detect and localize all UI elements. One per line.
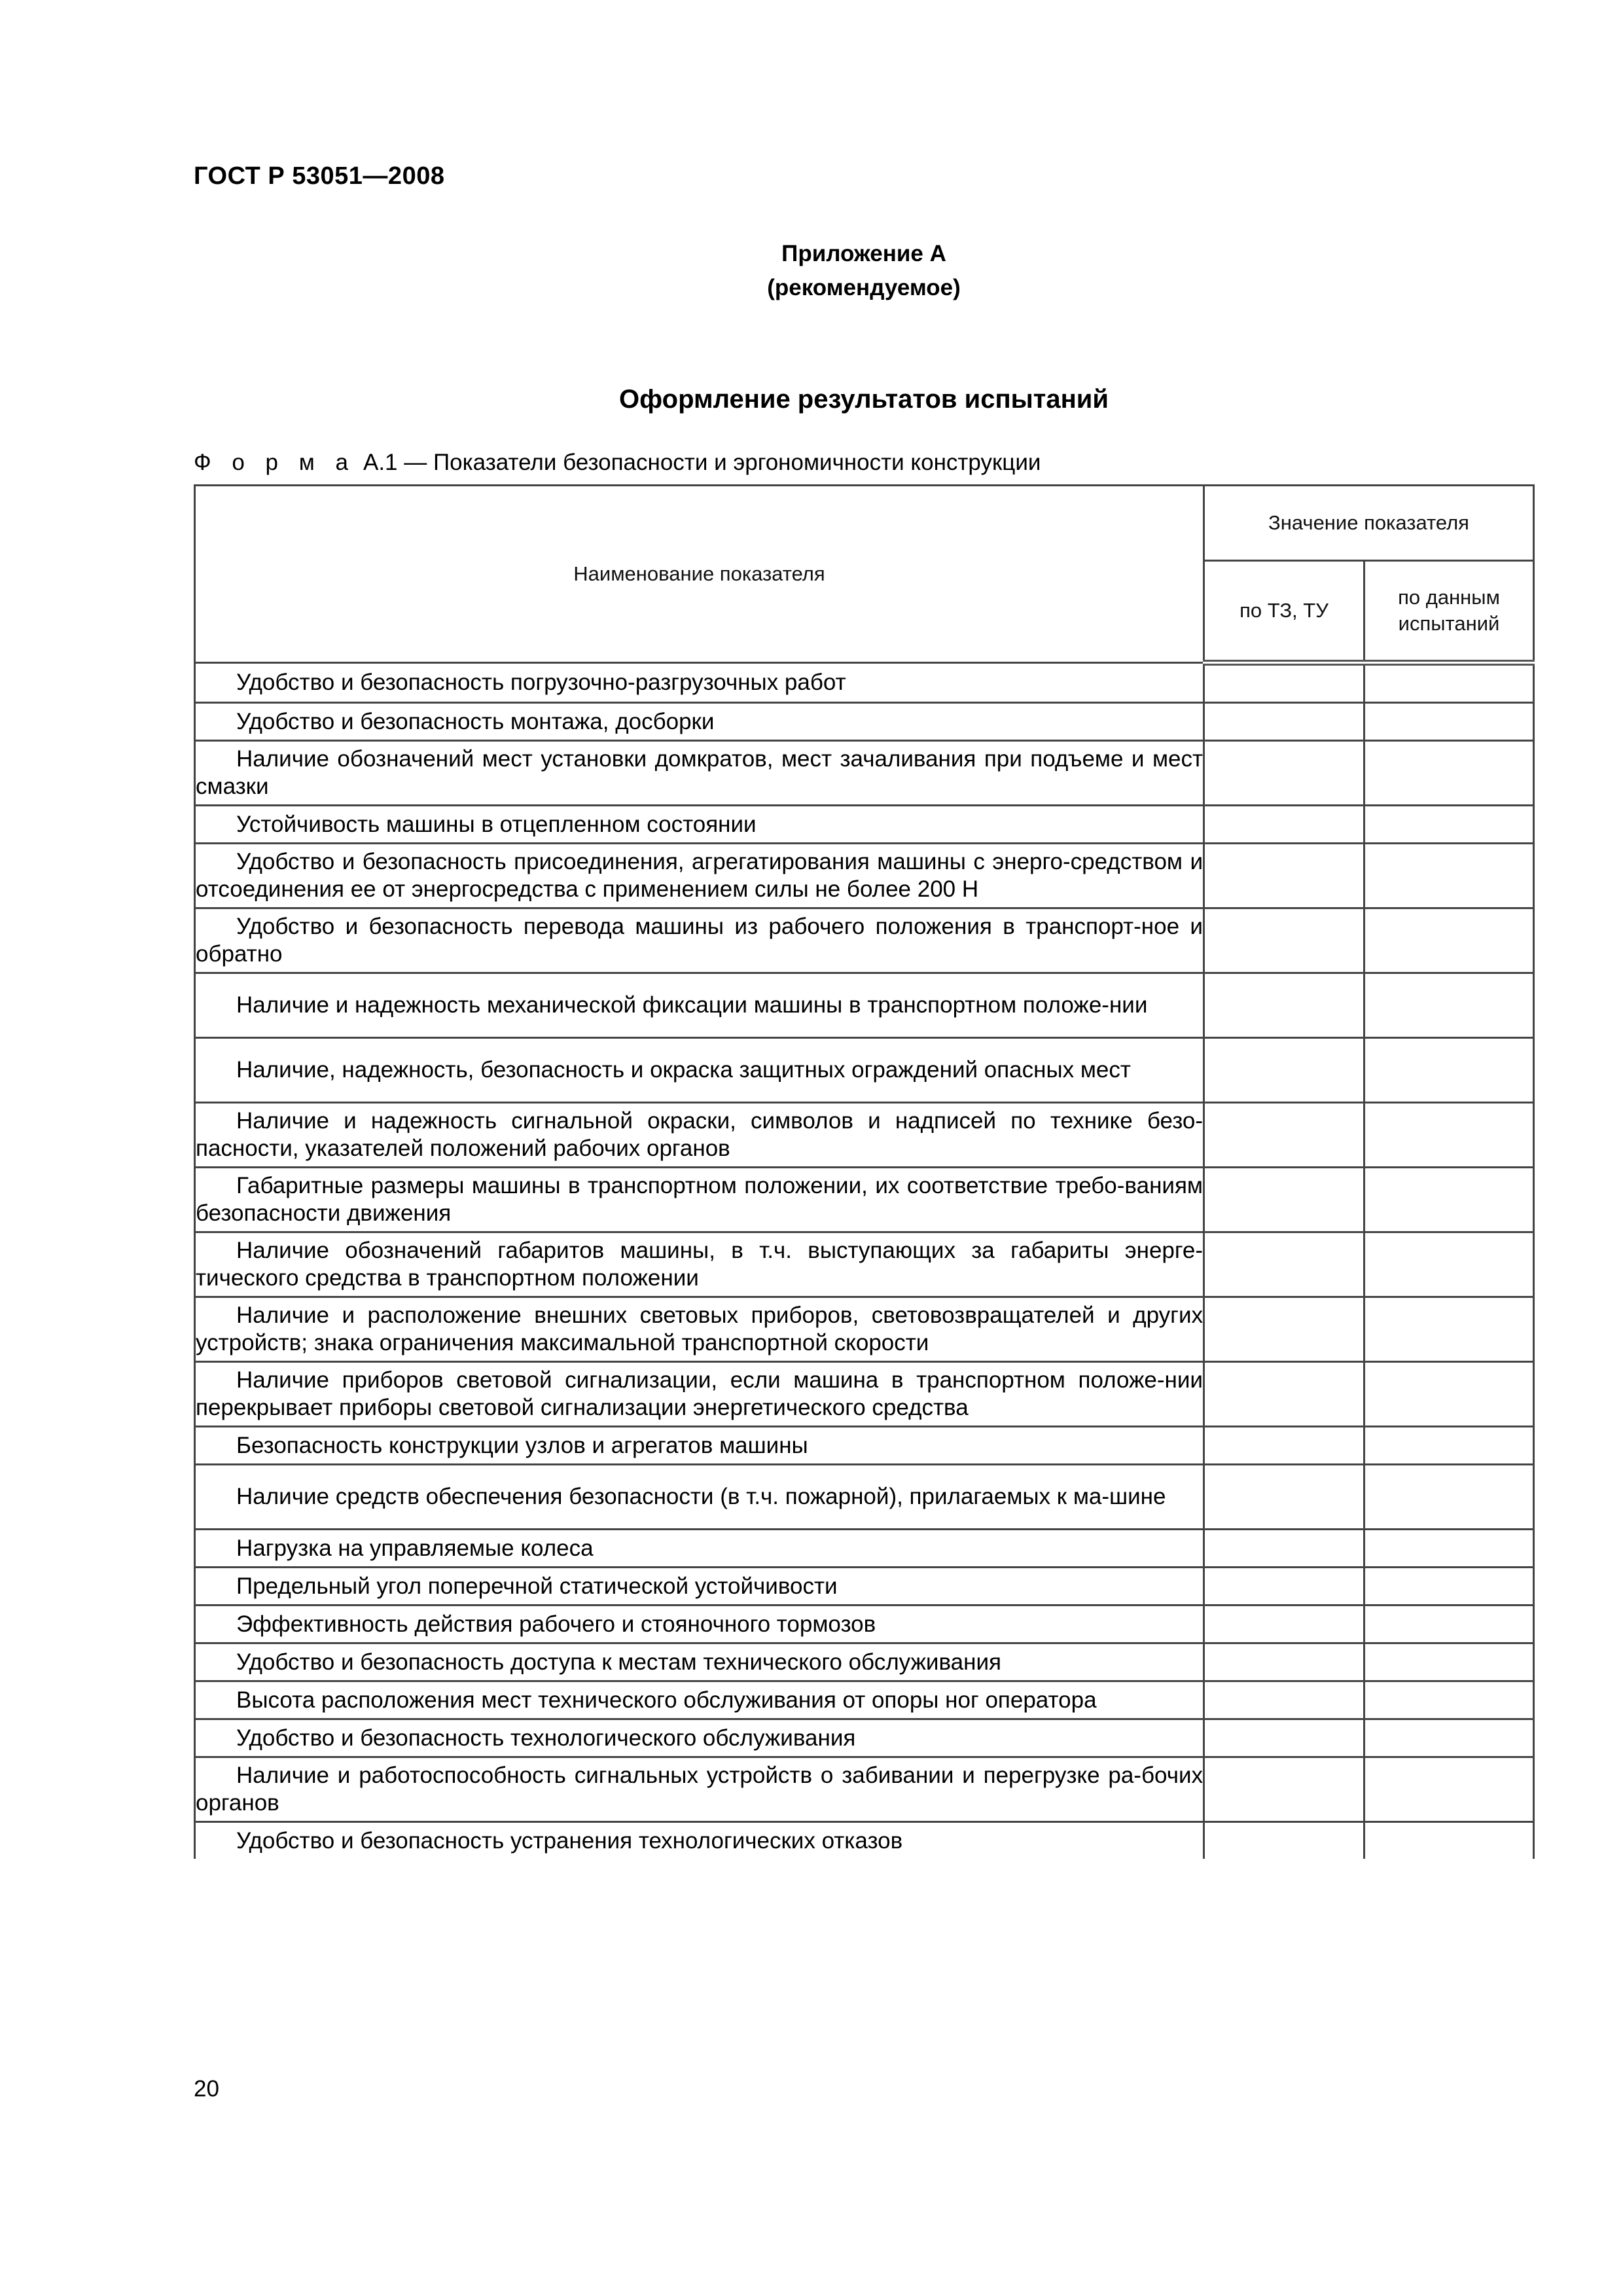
spec-value-cell	[1204, 663, 1364, 703]
spec-value-cell	[1204, 1362, 1364, 1427]
test-value-cell	[1364, 1822, 1534, 1859]
spec-value-cell	[1204, 1038, 1364, 1103]
spec-value-cell	[1204, 1297, 1364, 1362]
indicator-name-cell: Наличие и расположение внешних световых приборов, световозвращателей и других устройств; знака ограничения максимальной транспортной скорости	[195, 1297, 1204, 1362]
indicator-name-cell: Наличие приборов световой сигнализации, если машина в транспортном положе-нии перекрывает приборы световой сигнализации энергетического средства	[195, 1362, 1204, 1427]
indicator-name-cell: Удобство и безопасность устранения технологических отказов	[195, 1822, 1204, 1859]
indicator-name-cell: Удобство и безопасность перевода машины из рабочего положения в транспорт-ное и обратно	[195, 908, 1204, 973]
test-value-cell	[1364, 973, 1534, 1038]
indicator-name-cell: Устойчивость машины в отцепленном состоянии	[195, 806, 1204, 844]
annex-heading	[0, 237, 1623, 305]
form-caption-text: А.1 — Показатели безопасности и эргономичности конструкции	[363, 450, 1041, 475]
column-header-test: по данным испытаний	[1364, 561, 1534, 663]
table-row	[195, 1757, 1534, 1822]
spec-value-cell	[1204, 844, 1364, 908]
spec-value-cell	[1204, 1643, 1364, 1681]
spec-value-cell	[1204, 1568, 1364, 1605]
test-value-cell	[1364, 1530, 1534, 1568]
column-header-name: Наименование показателя	[195, 486, 1204, 663]
annex-status: (рекомендуемое)	[767, 275, 961, 300]
test-value-cell	[1364, 703, 1534, 741]
test-value-cell	[1364, 1568, 1534, 1605]
indicator-name-cell: Наличие, надежность, безопасность и окраска защитных ограждений опасных мест	[195, 1038, 1204, 1103]
spec-value-cell	[1204, 973, 1364, 1038]
form-caption	[194, 450, 1041, 476]
table-row	[195, 1168, 1534, 1232]
table-row	[195, 1605, 1534, 1643]
indicator-name-cell: Предельный угол поперечной статической устойчивости	[195, 1568, 1204, 1605]
table-row	[195, 663, 1534, 703]
spec-value-cell	[1204, 1822, 1364, 1859]
form-label: Ф о р м а	[194, 450, 355, 475]
spec-value-cell	[1204, 1681, 1364, 1719]
annex-title: Приложение А	[781, 241, 946, 266]
indicator-name-cell: Наличие и работоспособность сигнальных устройств о забивании и перегрузке ра-бочих органов	[195, 1757, 1204, 1822]
test-value-cell	[1364, 844, 1534, 908]
test-value-cell	[1364, 1297, 1534, 1362]
test-value-cell	[1364, 1038, 1534, 1103]
table-row	[195, 1530, 1534, 1568]
section-title: Оформление результатов испытаний	[619, 385, 1109, 414]
indicator-name-cell: Удобство и безопасность присоединения, агрегатирования машины с энерго-средством и отсоединения ее от энергосредства с применением силы не более 200 Н	[195, 844, 1204, 908]
table-row	[195, 1103, 1534, 1168]
table-row	[195, 1465, 1534, 1530]
table-row	[195, 703, 1534, 741]
table-row	[195, 1362, 1534, 1427]
spec-value-cell	[1204, 1719, 1364, 1757]
table-row	[195, 1297, 1534, 1362]
column-header-value: Значение показателя	[1204, 486, 1534, 561]
spec-value-cell	[1204, 1605, 1364, 1643]
indicator-name-cell: Удобство и безопасность погрузочно-разгрузочных работ	[195, 663, 1204, 703]
indicator-name-cell: Нагрузка на управляемые колеса	[195, 1530, 1204, 1568]
spec-value-cell	[1204, 1530, 1364, 1568]
table-row	[195, 908, 1534, 973]
table-row	[195, 1681, 1534, 1719]
test-value-cell	[1364, 663, 1534, 703]
indicator-name-cell: Высота расположения мест технического обслуживания от опоры ног оператора	[195, 1681, 1204, 1719]
test-value-cell	[1364, 1362, 1534, 1427]
table-row	[195, 973, 1534, 1038]
table-row	[195, 1719, 1534, 1757]
indicator-name-cell: Удобство и безопасность технологического обслуживания	[195, 1719, 1204, 1757]
indicator-name-cell: Удобство и безопасность доступа к местам технического обслуживания	[195, 1643, 1204, 1681]
test-value-cell	[1364, 1605, 1534, 1643]
test-value-cell	[1364, 1719, 1534, 1757]
table-row	[195, 741, 1534, 806]
spec-value-cell	[1204, 1465, 1364, 1530]
column-header-spec: по ТЗ, ТУ	[1204, 561, 1364, 663]
table-row	[195, 1427, 1534, 1465]
document-code: ГОСТ Р 53051—2008	[194, 162, 445, 190]
test-value-cell	[1364, 1427, 1534, 1465]
table-row	[195, 1568, 1534, 1605]
table-row	[195, 1643, 1534, 1681]
table-body	[195, 663, 1534, 1859]
page-number: 20	[194, 2076, 219, 2102]
indicator-name-cell: Наличие и надежность сигнальной окраски, символов и надписей по технике безо-пасности, указателей положений рабочих органов	[195, 1103, 1204, 1168]
spec-value-cell	[1204, 1232, 1364, 1297]
test-value-cell	[1364, 1465, 1534, 1530]
table-row	[195, 1038, 1534, 1103]
spec-value-cell	[1204, 741, 1364, 806]
table-row	[195, 1822, 1534, 1859]
spec-value-cell	[1204, 703, 1364, 741]
indicator-name-cell: Наличие обозначений габаритов машины, в т.ч. выступающих за габариты энерге-тического средства в транспортном положении	[195, 1232, 1204, 1297]
test-value-cell	[1364, 1103, 1534, 1168]
indicator-name-cell: Наличие средств обеспечения безопасности (в т.ч. пожарной), прилагаемых к ма-шине	[195, 1465, 1204, 1530]
test-value-cell	[1364, 1681, 1534, 1719]
indicator-name-cell: Наличие обозначений мест установки домкратов, мест зачаливания при подъеме и мест смазки	[195, 741, 1204, 806]
table-row	[195, 1232, 1534, 1297]
table-row	[195, 806, 1534, 844]
test-value-cell	[1364, 1168, 1534, 1232]
indicator-name-cell: Удобство и безопасность монтажа, досборки	[195, 703, 1204, 741]
table-row	[195, 844, 1534, 908]
test-value-cell	[1364, 806, 1534, 844]
spec-value-cell	[1204, 1757, 1364, 1822]
indicator-name-cell: Габаритные размеры машины в транспортном положении, их соответствие требо-ваниям безопасности движения	[195, 1168, 1204, 1232]
indicator-name-cell: Безопасность конструкции узлов и агрегатов машины	[195, 1427, 1204, 1465]
spec-value-cell	[1204, 806, 1364, 844]
spec-value-cell	[1204, 1168, 1364, 1232]
test-value-cell	[1364, 908, 1534, 973]
test-value-cell	[1364, 741, 1534, 806]
spec-value-cell	[1204, 908, 1364, 973]
test-value-cell	[1364, 1232, 1534, 1297]
indicator-name-cell: Наличие и надежность механической фиксации машины в транспортном положе-нии	[195, 973, 1204, 1038]
spec-value-cell	[1204, 1103, 1364, 1168]
test-value-cell	[1364, 1643, 1534, 1681]
indicator-name-cell: Эффективность действия рабочего и стояночного тормозов	[195, 1605, 1204, 1643]
indicators-table	[194, 484, 1535, 1859]
test-value-cell	[1364, 1757, 1534, 1822]
spec-value-cell	[1204, 1427, 1364, 1465]
